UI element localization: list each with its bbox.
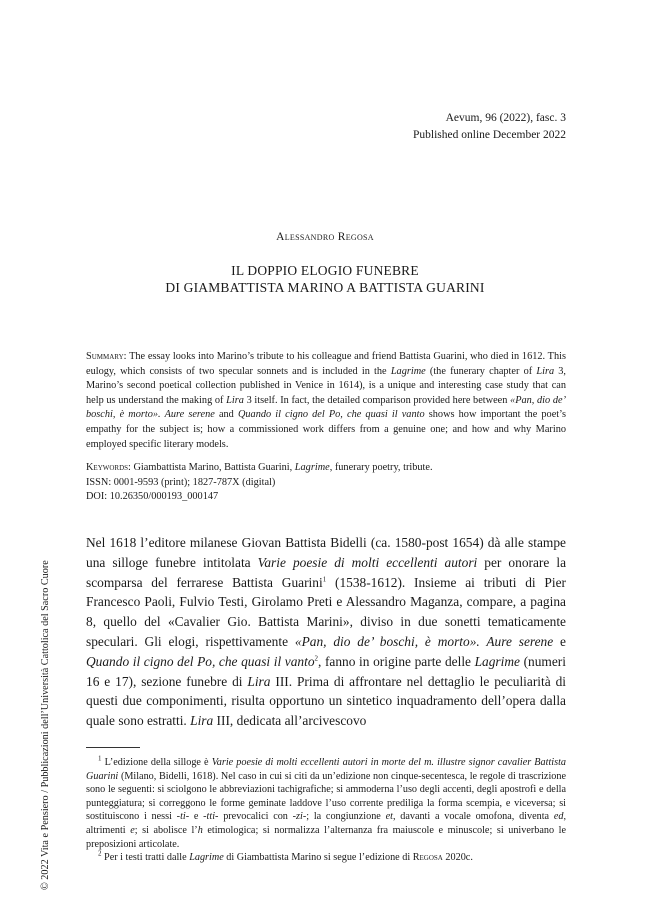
footnote-number: 1 [98,754,102,763]
summary-italic: Lira [536,365,555,377]
article-meta [86,461,566,505]
title-line-2: DI GIAMBATTISTA MARINO A BATTISTA GUARINI [165,280,485,295]
footnote-text: etimologica; si normalizza l’alternanza fra maiuscole e minuscole; si univerbano le preposizioni articolate. [86,824,566,850]
footnote-text: ; la congiunzione [306,811,386,823]
footnote-italic: -zi- [292,811,307,823]
keywords-italic: Lagrime [294,462,330,473]
footnotes [86,756,566,865]
summary-text: and [214,409,238,421]
journal-citation: Aevum, 96 (2022), fasc. 3 [445,112,566,124]
keywords [86,461,566,476]
summary-text: 3 itself. In fact, the detailed comparison provided here between [243,394,511,406]
footnote-1 [86,756,566,851]
footnote-ref-1[interactable]: 1 [322,575,327,584]
footnote-italic: e [130,824,135,836]
footnote-italic: -tti- [203,811,219,823]
body-italic: «Pan, dio de’ boschi, è morto». Aure serene [294,633,554,649]
footnote-italic: ed [553,811,564,823]
body-italic: Varie poesie di molti eccellenti autori [257,554,478,570]
body-text: per onorare la scomparsa del ferrarese Battista Guarini [86,554,567,590]
footnote-italic: -ti- [176,811,190,823]
footnote-2 [86,851,566,865]
keywords-label: Keywords: [86,462,131,473]
body-italic: Lira [247,673,271,689]
journal-info [413,110,566,144]
keywords-text: , funerary poetry, tribute. [329,462,433,473]
footnote-author-ref: Regosa [412,852,443,864]
body-text: III, dedicata all’arcivescovo [213,713,367,729]
body-text: Nel 1618 l’editore milanese Giovan Battista Bidelli (ca. 1580-post 1654) dà alle stampe una silloge funebre intitolata [86,535,566,570]
author-name: Alessandro Regosa [276,231,374,243]
summary-italic: Quando il cigno del Po, che quasi il vanto [237,409,425,421]
summary-italic: Lira [226,394,244,406]
summary-label: Summary: [86,351,127,362]
body-italic: Lagrime [474,653,520,669]
body-italic: Lira [190,713,214,729]
summary-text: (the funerary chapter of [425,365,537,377]
body-text: (1538-1612). Insieme ai tributi di Pier Francesco Paoli, Fulvio Testi, Girolamo Preti e Alessandro Maganza, compare, a pagina 8, quello del «Cavalier Gio. Battista Marini», diviso in due sonetti tematicamente speculari. Gli elogi, rispettivamente [86,574,566,649]
summary-text: 3, Marino’s second poetical collection published in Venice in 1614), is a unique and interesting case study that can help us understand the making of [86,365,567,406]
body-text: , fanno in origine parte delle [318,653,475,669]
footnote-text: , altrimenti [86,811,566,836]
publication-date: Published online December 2022 [413,129,566,141]
footnote-ref-2[interactable]: 2 [314,654,319,663]
title-line-1: IL DOPPIO ELOGIO FUNEBRE [231,263,419,278]
body-paragraph [86,533,566,731]
summary-text: shows how important the poet’s empathy for the subject is; how a commissioned work differs from a genuine one; and how and why Marino employed specific literary models. [86,409,566,450]
footnote-number: 2 [98,849,102,858]
summary-text: The essay looks into Marino’s tribute to his colleague and friend Battista Guarini, who died in 1612. This eulogy, which consists of two specular sonnets and is included in the [86,351,566,377]
footnote-italic: Varie poesie di molti eccellenti autori in morte del m. illustre signor cavalier Battista Guarini [86,757,566,782]
article-title [0,262,650,296]
footnote-text: L’edizione della silloge è [101,757,212,768]
footnote-divider [86,747,140,748]
abstract [86,350,566,452]
footnote-italic: h [197,824,203,836]
footnote-text: (Milano, Bidelli, 1618). Nel caso in cui si citi da un’edizione non cinque-secentesca, le regole di trascrizione sono le seguenti: si sciolgono le abbreviazioni tachigrafiche; si ammoderna l’uso degli accenti, degli apostrofi e della punteggiatura; si correggono le forme geminate laddove l’uso corrente prediliga la forma scempia, e viceversa; si sostituiscono i nessi [86,770,566,823]
footnote-text: , davanti a vocale omofona, diventa [392,811,554,823]
footnote-italic: et [385,811,393,823]
issn: ISSN: 0001-9593 (print); 1827-787X (digital) [86,476,276,488]
body-text: III. Prima di affrontare nel dettaglio le peculiarità di questi due componimenti, risulta opportuno un sintetico inquadramento dell’opera dalla quale sono estratti. [86,673,567,729]
footnote-text: di Giambattista Marino si segue l’edizione di [223,852,413,864]
summary-italic: «Pan, dio de’ boschi, è morto». Aure serene [86,394,567,421]
footnote-italic: Lagrime [189,852,224,864]
body-text: e [553,633,566,649]
copyright-sidebar: © 2022 Vita e Pensiero / Pubblicazioni dell’Università Cattolica del Sacro Cuore [40,560,51,890]
footnote-text: e [189,811,204,823]
footnote-text: prevocalici con [218,811,293,823]
footnote-text: Per i testi tratti dalle [101,852,190,864]
summary-italic: Lagrime [390,365,426,377]
doi-link[interactable]: DOI: 10.26350/000193_000147 [86,491,219,503]
body-text: (numeri 16 e 17), sezione funebre di [86,653,566,689]
body-italic: Quando il cigno del Po, che quasi il vanto [86,653,315,669]
keywords-text: Giambattista Marino, Battista Guarini, [130,462,295,473]
footnote-text: ; si abolisce l’ [134,824,198,836]
footnote-text: 2020c. [442,852,473,864]
